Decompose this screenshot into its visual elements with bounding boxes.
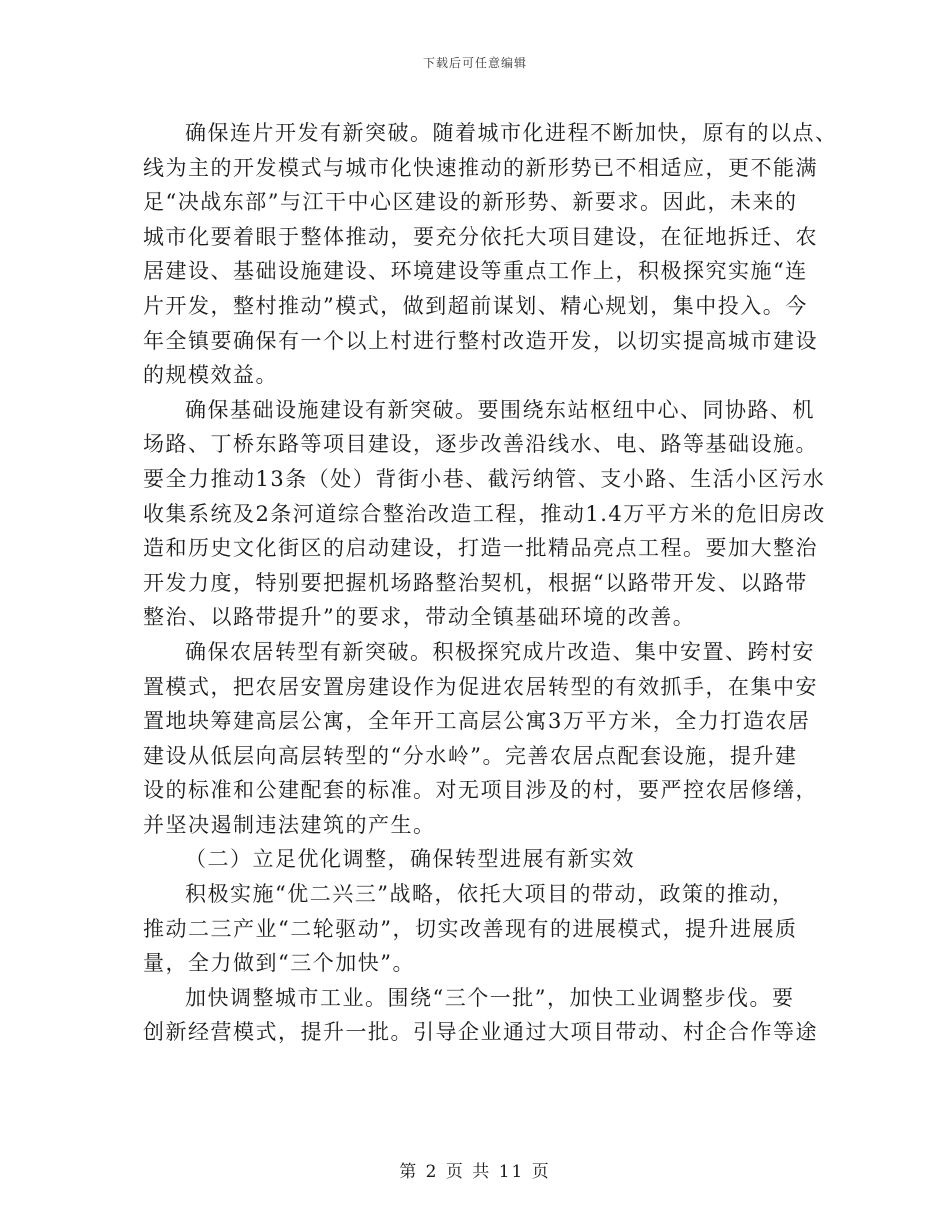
text-line: 确保基础设施建设有新突破。要围绕东站枢纽中心、同协路、机 bbox=[185, 397, 815, 422]
text-line: 置地块筹建高层公寓，全年开工高层公寓3万平方米，全力打造农居 bbox=[143, 709, 811, 734]
text-line: 并坚决遏制违法建筑的产生。 bbox=[143, 812, 436, 837]
text-line: 积极实施“优二兴三”战略，依托大项目的带动，政策的推动， bbox=[185, 882, 795, 907]
text-line: 创新经营模式，提升一批。引导企业通过大项目带动、村企合作等途 bbox=[143, 1020, 818, 1045]
page-header: 下载后可任意编辑 bbox=[422, 56, 527, 70]
text-line: 建设从低层向高层转型的“分水岭”。完善农居点配套设施，提升建 bbox=[143, 743, 798, 768]
text-line: 确保连片开发有新突破。随着城市化进程不断加快，原有的以点、 bbox=[185, 121, 838, 145]
text-line: 片开发，整村推动”模式，做到超前谋划、精心规划，集中投入。今 bbox=[143, 293, 808, 318]
text-line: 置模式，把农居安置房建设作为促进农居转型的有效抓手，在集中安 bbox=[143, 674, 818, 699]
text-line: 年全镇要确保有一个以上村进行整村改造开发，以切实提高城市建设 bbox=[143, 328, 818, 353]
text-line: 整治、以路带提升”的要求，带动全镇基础环境的改善。 bbox=[143, 605, 696, 630]
text-line: 城市化要着眼于整体推动，要充分依托大项目建设，在征地拆迁、农 bbox=[143, 224, 818, 249]
text-line: 收集系统及2条河道综合整治改造工程，推动1.4万平方米的危旧房改 bbox=[143, 501, 826, 526]
text-line: （二）立足优化调整，确保转型进展有新实效 bbox=[185, 847, 635, 872]
text-line: 推动二三产业“二轮驱动”，切实改善现有的进展模式，提升进展质 bbox=[143, 916, 798, 941]
text-line: 确保农居转型有新突破。积极探究成片改造、集中安置、跨村安 bbox=[185, 639, 815, 664]
text-line: 造和历史文化街区的启动建设，打造一批精品亮点工程。要加大整治 bbox=[143, 536, 818, 561]
text-line: 量，全力做到“三个加快”。 bbox=[143, 951, 415, 976]
text-line: 足“决战东部”与江干中心区建设的新形势、新要求。因此，未来的 bbox=[143, 190, 798, 215]
text-line: 线为主的开发模式与城市化快速推动的新形势已不相适应，更不能满 bbox=[143, 155, 818, 180]
document-body bbox=[143, 116, 838, 1050]
text-line: 的规模效益。 bbox=[143, 363, 278, 388]
text-line: 居建设、基础设施建设、环境建设等重点工作上，积极探究实施“连 bbox=[143, 259, 808, 284]
text-line: 加快调整城市工业。围绕“三个一批”，加快工业调整步伐。要 bbox=[185, 985, 795, 1010]
text-line: 开发力度，特别要把握机场路整治契机，根据“以路带开发、以路带 bbox=[143, 570, 808, 595]
text-line: 要全力推动13条（处）背街小巷、截污纳管、支小路、生活小区污水 bbox=[143, 466, 826, 491]
text-line: 设的标准和公建配套的标准。对无项目涉及的村，要严控农居修缮， bbox=[143, 778, 818, 803]
text-line: 场路、丁桥东路等项目建设，逐步改善沿线水、电、路等基础设施。 bbox=[143, 432, 818, 457]
page-footer: 第 2 页 共 11 页 bbox=[399, 1162, 551, 1182]
